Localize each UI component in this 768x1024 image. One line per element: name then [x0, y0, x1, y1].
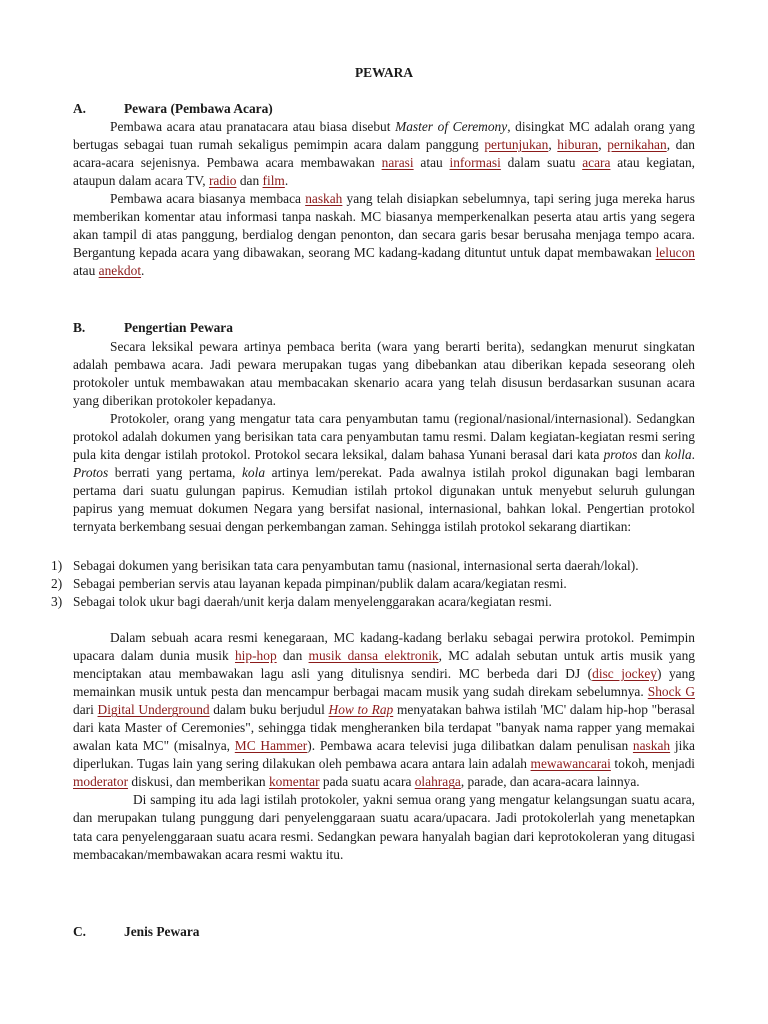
section-a-number: A.: [73, 101, 87, 116]
link-digital-underground[interactable]: Digital Underground: [97, 702, 210, 718]
link-mc-hammer[interactable]: MC Hammer: [234, 738, 308, 754]
link-naskah[interactable]: naskah: [305, 191, 343, 207]
section-a-paragraph-2: Pembawa acara biasanya membaca naskah yang telah disiapkan sebelumnya, tapi sering juga mereka harus memberikan komentar atau informasi tanpa naskah. MC biasanya memperkenalkan peserta atau artis yang segera akan tampil di atas panggung, berdialog dengan penonton, dan secara garis besar berusaha menjaga tempo acara. Bergantung kepada acara yang dibawakan, seorang MC kadang-kadang dituntut untuk dapat membawakan lelucon atau anekdot.: [73, 191, 695, 279]
link-naskah-2[interactable]: naskah: [632, 738, 671, 754]
link-informasi[interactable]: informasi: [449, 155, 501, 171]
link-acara[interactable]: acara: [582, 155, 611, 171]
section-b-number: B.: [73, 320, 86, 335]
section-b-body-continued: [73, 629, 695, 864]
section-c-heading: [73, 923, 200, 941]
link-pertunjukan[interactable]: pertunjukan: [484, 137, 549, 153]
section-a-heading: [73, 100, 273, 118]
link-komentar[interactable]: komentar: [268, 774, 320, 790]
section-c-number: C.: [73, 924, 87, 939]
link-shock-g[interactable]: Shock G: [647, 684, 695, 700]
section-b-paragraph-4: Di samping itu ada lagi istilah protokoler, yakni semua orang yang mengatur kelangsungan suatu acara, dan merupakan tulang punggung dari penyelenggaraan suatu acara/upacara. Jadi protokolerlah yang menetapkan tata cara penyelenggaraan suatu acara resmi. Sedangkan pewara hanyalah bagian dari keprotokoleran yang ditugasi membacakan/membawakan acara resmi waktu itu.: [73, 792, 695, 862]
section-b-body: [73, 338, 695, 537]
link-hip-hop[interactable]: hip-hop: [234, 648, 277, 664]
section-a-body: [73, 118, 695, 280]
section-b-title: Pengertian Pewara: [124, 320, 233, 335]
link-disc-jockey[interactable]: disc jockey: [592, 666, 657, 682]
link-moderator[interactable]: moderator: [73, 774, 129, 790]
link-hiburan[interactable]: hiburan: [557, 137, 599, 153]
link-olahraga[interactable]: olahraga: [414, 774, 461, 790]
link-narasi[interactable]: narasi: [381, 155, 414, 171]
section-b-paragraph-3: Dalam sebuah acara resmi kenegaraan, MC kadang-kadang berlaku sebagai perwira protokol. Pemimpin upacara dalam dunia musik hip-hop dan musik dansa elektronik, MC adalah sebutan untuk artis musik yang menciptakan atau membawakan lagu asli yang ditulisnya sendiri. MC berbeda dari DJ (disc jockey) yang memainkan musik untuk pesta dan mencampur berbagai macam musik yang sudah direkam sebelumnya. Shock G dari Digital Underground dalam buku berjudul How to Rap menyatakan bahwa istilah 'MC' dalam hip-hop "berasal dari kata Master of Ceremonies", sehingga tidak mengheranken bila terdapat "banyak nama rapper yang memakai awalan kata MC" (misalnya, MC Hammer). Pembawa acara televisi juga dilibatkan dalam penulisan naskah jika diperlukan. Tugas lain yang sering dilakukan oleh pembawa acara antara lain adalah mewawancarai tokoh, menjadi moderator diskusi, dan memberikan komentar pada suatu acara olahraga, parade, dan acara-acara lainnya.: [73, 630, 695, 790]
link-musik-dansa-elektronik[interactable]: musik dansa elektronik: [308, 648, 439, 664]
section-b-heading: [73, 319, 233, 337]
list-item: 3) Sebagai tolok ukur bagi daerah/unit kerja dalam menyelenggarakan acara/kegiatan resmi.: [51, 594, 552, 610]
section-c-title: Jenis Pewara: [124, 924, 200, 939]
section-a-title: Pewara (Pembawa Acara): [124, 101, 273, 116]
section-b-paragraph-1: Secara leksikal pewara artinya pembaca berita (wara yang berarti berita), sedangkan menurut singkatan adalah pembawa acara. Jadi pewara merupakan tugas yang dibebankan atau diberikan kepada seseorang oleh protokoler untuk membawakan atau membacakan skenario acara yang telah disusun berdasarkan susunan acara yang diberikan protokoler kepadanya.: [73, 339, 695, 409]
link-how-to-rap[interactable]: How to Rap: [328, 702, 394, 718]
section-b-paragraph-2: Protokoler, orang yang mengatur tata cara penyambutan tamu (regional/nasional/internasional). Sedangkan protokol adalah dokumen yang berisikan tata cara penyambutan tamu resmi. Dalam kegiatan-kegiatan resmi sering pula kita dengar istilah protokol. Protokol secara leksikal, dalam bahasa Yunani berasal dari kata protos dan kolla. Protos berrati yang pertama, kola artinya lem/perekat. Pada awalnya istilah prokol digunakan bagi lembaran pertama dari suatu gulungan papirus. Kemudian istilah prtokol digunakan untuk menyebut seluruh gulungan papirus yang memuat dokumen Negara yang bersifat nasional, internasional, bahkan lokal. Pengertian protokol ternyata berkembang sesuai dengan perkembangan zaman. Sehingga istilah protokol sekarang diartikan:: [73, 411, 695, 535]
link-pernikahan[interactable]: pernikahan: [607, 137, 667, 153]
list-item: 1) Sebagai dokumen yang berisikan tata cara penyambutan tamu (nasional, internasional serta daerah/lokal).: [51, 558, 639, 573]
link-mewawancarai[interactable]: mewawancarai: [530, 756, 611, 772]
list-item: 2) Sebagai pemberian servis atau layanan kepada pimpinan/publik dalam acara/kegiatan resmi.: [51, 576, 567, 592]
page-title: PEWARA: [354, 65, 414, 80]
link-radio[interactable]: radio: [208, 173, 237, 189]
link-film[interactable]: film: [262, 173, 285, 189]
protocol-meaning-list: [51, 557, 695, 611]
link-anekdot[interactable]: anekdot: [98, 263, 142, 279]
link-lelucon[interactable]: lelucon: [655, 245, 695, 261]
section-a-paragraph-1: Pembawa acara atau pranatacara atau biasa disebut Master of Ceremony, disingkat MC adalah orang yang bertugas sebagai tuan rumah sekaligus pemimpin acara dalam panggung pertunjukan, hiburan, pernikahan, dan acara-acara sejenisnya. Pembawa acara membawakan narasi atau informasi dalam suatu acara atau kegiatan, ataupun dalam acara TV, radio dan film.: [73, 119, 696, 189]
